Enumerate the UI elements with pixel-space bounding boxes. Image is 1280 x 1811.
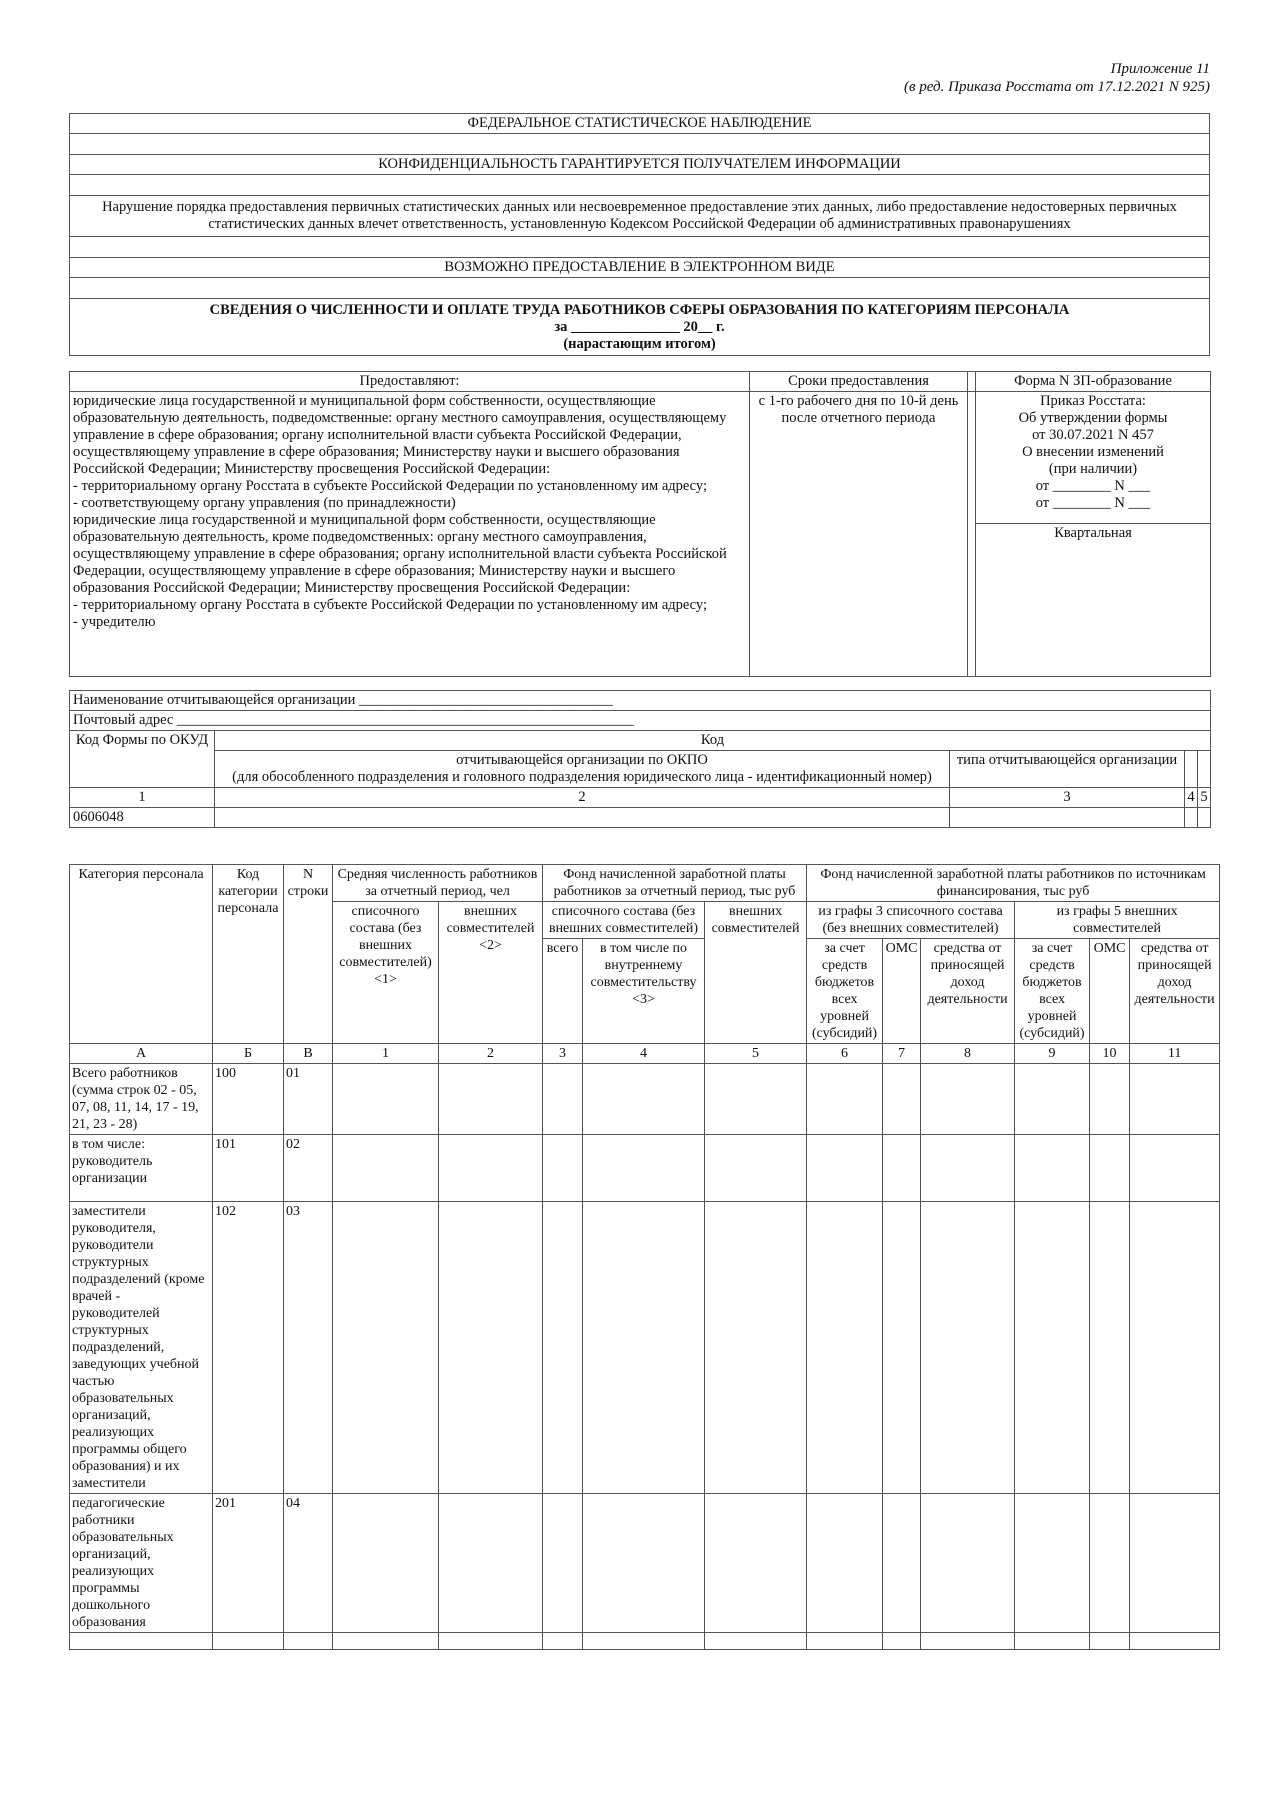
org-type-field[interactable] <box>950 808 1185 828</box>
approval-order: Приказ Росстата: Об утверждении формы от 30.07.2021 N 457 О внесении изменений (при наличии) от ________ N ___ от ________ N ___ <box>976 392 1211 524</box>
col-category: Категория персонала <box>70 865 213 1044</box>
electronic-note: ВОЗМОЖНО ПРЕДОСТАВЛЕНИЕ В ЭЛЕКТРОННОМ ВИДЕ <box>70 258 1210 278</box>
table-row: заместители руководителя, руководители структурных подразделений (кроме врачей - руководителей структурных подразделений, заведующих учебной частью образовательных организаций, реализующих программы общего образования) и их заместители 102 03 <box>70 1202 1220 1494</box>
form-header-table <box>69 113 1210 356</box>
appendix-note <box>904 60 1210 96</box>
appendix-title: Приложение 11 <box>1110 61 1210 77</box>
federal-observation: ФЕДЕРАЛЬНОЕ СТАТИСТИЧЕСКОЕ НАБЛЮДЕНИЕ <box>70 114 1210 134</box>
code-header: Код <box>215 731 1211 751</box>
appendix-edition: (в ред. Приказа Росстата от 17.12.2021 N 925) <box>903 79 1210 95</box>
deadline-text: с 1-го рабочего дня по 10-й день после отчетного периода <box>750 392 968 677</box>
okpo-code-field[interactable] <box>215 808 950 828</box>
frequency: Квартальная <box>976 524 1211 677</box>
submitters-header: Предоставляют: <box>70 372 750 392</box>
col-avg-headcount: Средняя численность работников за отчетный период, чел <box>333 865 543 902</box>
submission-table <box>69 371 1211 677</box>
okud-header: Код Формы по ОКУД <box>70 731 215 788</box>
organization-name-field[interactable]: Наименование отчитывающейся организации ___________________________________ <box>70 691 1211 711</box>
col-row-number: N строки <box>284 865 333 1044</box>
personnel-table: Категория персонала Код категории персонала N строки Средняя численность работников за отчетный период, чел Фонд начисленной заработной платы работников за отчетный период, тыс руб Фонд начисленной заработной платы работников по источникам финансирования, тыс руб списочного состава (без внешних совместителей) <1> внешних совместителей <2> списочного состава (без внешних совместителей) внешних совместителей из графы 3 списочного состава (без внешних совместителей) из графы 5 внешних совместителей всего в том числе по внутреннему совместительству <3> за счет средств бюджетов всех уровней (субсидий) ОМС средства от приносящей доход деятельности за счет средств бюджетов всех уровней (субсидий) ОМС средства от приносящей доход деятельности А Б В 1 2 3 4 5 6 7 8 9 10 11 Всего работников (сумма строк 02 - 05, 07, 08, 11, 14, 17 - 19, 21, 23 - 28) 100 01 в том числе: руководитель организации 101 02 заместители руководителя, руководители структурных подразделений (кроме врачей - руководителей структурных подразделений, заведующих учебной частью образовательных организаций, реализующих программы общего образования) и их заместители 102 03 педагогические работники образовательных организаций, реализующих программы дошкольного образования 201 04 <box>69 864 1220 1650</box>
table-row: в том числе: руководитель организации 101 02 <box>70 1135 1220 1202</box>
col-code: Код категории персонала <box>213 865 284 1044</box>
form-title: СВЕДЕНИЯ О ЧИСЛЕННОСТИ И ОПЛАТЕ ТРУДА РАБОТНИКОВ СФЕРЫ ОБРАЗОВАНИЯ ПО КАТЕГОРИЯМ ПЕРСОНАЛА <box>209 302 1070 318</box>
confidentiality-note: КОНФИДЕНЦИАЛЬНОСТЬ ГАРАНТИРУЕТСЯ ПОЛУЧАТЕЛЕМ ИНФОРМАЦИИ <box>70 155 1210 175</box>
organization-table: Наименование отчитывающейся организации ___________________________________ Почтовый адрес _______________________________________________________________ Код Формы по ОКУД Код отчитывающейся организации по ОКПО (для обособленного подразделения и головного подразделения юридического лица - идентификационный номер) типа отчитывающейся организации 1 2 3 4 5 0606048 <box>69 690 1211 828</box>
form-number-header: Форма N ЗП-образование <box>976 372 1211 392</box>
col-funding-sources: Фонд начисленной заработной платы работников по источникам финансирования, тыс руб <box>807 865 1220 902</box>
report-period: за _______________ 20__ г. <box>554 319 725 335</box>
submitters-text: юридические лица государственной и муниципальной форм собственности, осуществляющие образовательную деятельность, подведомственные: органу местного самоуправления, осуществляющему управление в сфере образования; органу исполнительной власти субъекта Российской Федерации, осуществляющему управление в сфере образования; Министерству науки и высшего образования Российской Федерации; Министерству просвещения Российской Федерации: - территориальному органу Росстата в субъекте Российской Федерации по установленному им адресу; - соответствующему органу управления (по принадлежности) юридические лица государственной и муниципальной форм собственности, осуществляющие образовательную деятельность, кроме подведомственных: органу местного самоуправления, осуществляющему управление в сфере образования; органу исполнительной власти субъекта Российской Федерации, осуществляющему управление в сфере образования; Министерству науки и высшего образования Российской Федерации; Министерству просвещения Российской Федерации: - территориальному органу Росстата в субъекте Российской Федерации по установленному им адресу; - учредителю <box>70 392 750 677</box>
column-numbers-row: А Б В 1 2 3 4 5 6 7 8 9 10 11 <box>70 1044 1220 1064</box>
cumulative-note: (нарастающим итогом) <box>563 336 716 352</box>
table-row: педагогические работники образовательных организаций, реализующих программы дошкольного образования 201 04 <box>70 1494 1220 1633</box>
table-row: Всего работников (сумма строк 02 - 05, 07, 08, 11, 14, 17 - 19, 21, 23 - 28) 100 01 <box>70 1064 1220 1135</box>
col-wage-fund: Фонд начисленной заработной платы работников за отчетный период, тыс руб <box>543 865 807 902</box>
form-title-block <box>70 299 1210 356</box>
postal-address-field[interactable]: Почтовый адрес _______________________________________________________________ <box>70 711 1211 731</box>
okud-code: 0606048 <box>70 808 215 828</box>
deadline-header: Сроки предоставления <box>750 372 968 392</box>
okpo-header: отчитывающейся организации по ОКПО (для обособленного подразделения и головного подразделения юридического лица - идентификационный номер) <box>215 751 950 788</box>
violation-note: Нарушение порядка предоставления первичных статистических данных или несвоевременное предоставление этих данных, либо предоставление недостоверных первичных статистических данных влечет ответственность, установленную Кодексом Российской Федерации об административных правонарушениях <box>70 196 1210 237</box>
org-type-header: типа отчитывающейся организации <box>950 751 1185 788</box>
